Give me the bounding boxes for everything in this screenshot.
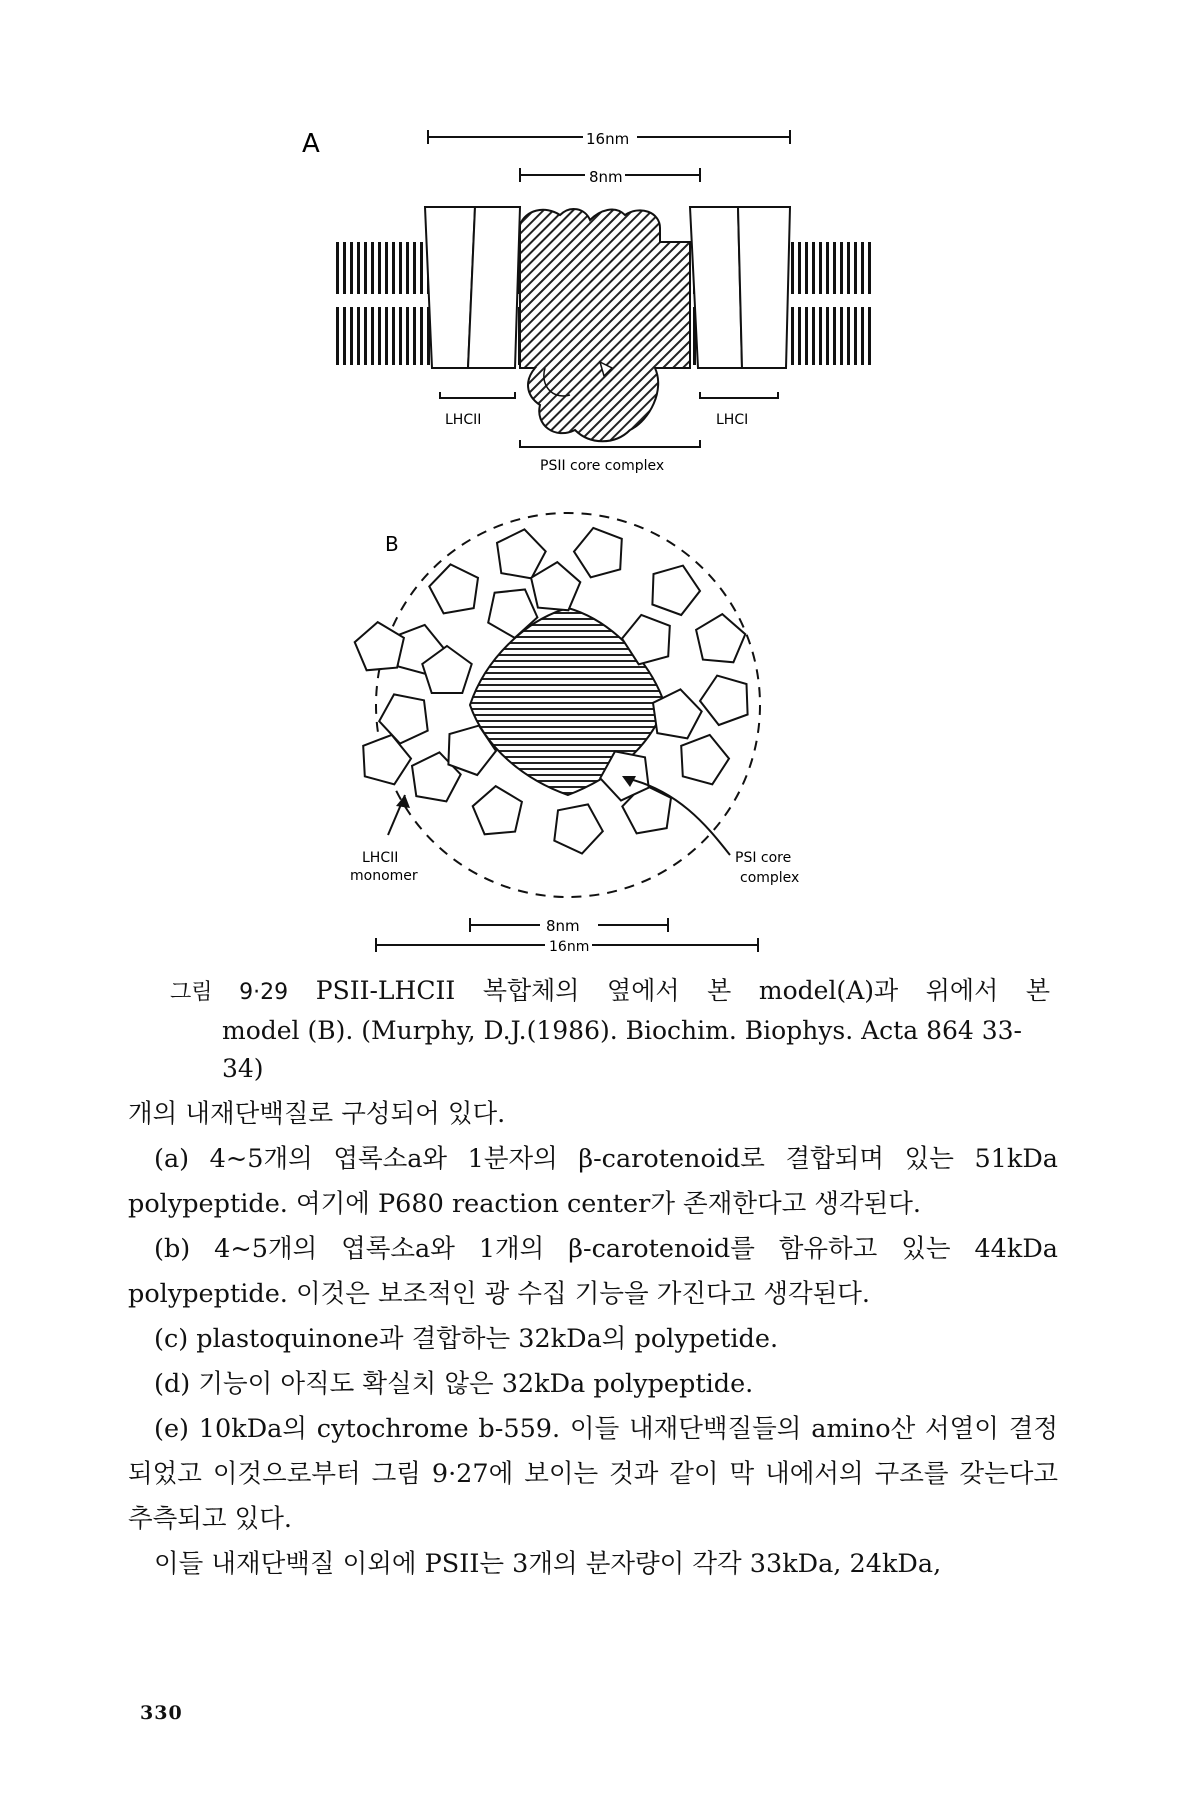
- body-text: [128, 1092, 1058, 1587]
- psii-core-complex: [520, 209, 690, 441]
- item-b: (b) 4~5개의 엽록소a와 1개의 β-carotenoid를 함유하고 있는 44kDa polypeptide. 이것은 보조적인 광 수집 기능을 가진다고 생각된다.: [128, 1234, 1058, 1309]
- item-d: (d) 기능이 아직도 확실치 않은 32kDa polypeptide.: [154, 1369, 754, 1399]
- label-lhcii-a: LHCII: [445, 412, 482, 428]
- lhcii-monomer-pentagon: [473, 786, 522, 834]
- panel-b-letter: B: [385, 532, 399, 556]
- label-lhcii-b: LHCII: [362, 850, 399, 866]
- item-e: (e) 10kDa의 cytochrome b-559. 이들 내재단백질들의 amino산 서열이 결정되었고 이것으로부터 그림 9·27에 보이는 것과 같이 막 내에서의 구조를 갖는다고 추측되고 있다.: [128, 1414, 1058, 1534]
- lhcii-monomer-pentagon: [681, 735, 729, 784]
- page-number: 330: [140, 1702, 183, 1724]
- paragraph-intro: 개의 내재단백질로 구성되어 있다.: [128, 1099, 506, 1129]
- item-c: (c) plastoquinone과 결합하는 32kDa의 polypetide.: [154, 1324, 779, 1354]
- scale-16nm-a: [428, 130, 790, 148]
- scale-16nm-b: [376, 938, 758, 955]
- lhcii-monomer-pentagon: [700, 676, 748, 725]
- lhcii-monomer-pentagon: [696, 614, 745, 662]
- lhcii-monomer-pentagon: [429, 564, 478, 613]
- caption-citation: model (B). (Murphy, D.J.(1986). Biochim. Biophys. Acta 864 33-34): [222, 1016, 1022, 1083]
- lhcii-monomer-pentagon: [652, 566, 700, 615]
- scale-8nm-b-label: 8nm: [546, 917, 580, 935]
- lhcii-monomer-pentagon: [554, 804, 603, 853]
- scale-8nm-a-label: 8nm: [589, 168, 623, 186]
- scale-8nm-a: [520, 168, 700, 186]
- caption-title: PSII-LHCII 복합체의 옆에서 본 model(A)과 위에서 본: [315, 976, 1050, 1005]
- lhcii-monomer-pentagon: [355, 622, 404, 670]
- figure-caption: [170, 972, 1050, 1088]
- lhcii-monomer-pentagon: [574, 528, 622, 577]
- scale-8nm-b: [470, 917, 668, 935]
- label-lhci-a: LHCI: [716, 412, 749, 428]
- label-complex-b: complex: [740, 870, 800, 886]
- paragraph-closing: 이들 내재단백질 이외에 PSII는 3개의 분자량이 각각 33kDa, 24kDa,: [154, 1549, 942, 1579]
- lhcii-block: [425, 207, 520, 368]
- lhcii-monomer-pentagon: [497, 529, 546, 578]
- label-monomer-b: monomer: [350, 868, 418, 884]
- item-a: (a) 4~5개의 엽록소a와 1분자의 β-carotenoid로 결합되며 있는 51kDa polypeptide. 여기에 P680 reaction center가 존재한다고 생각된다.: [128, 1144, 1058, 1219]
- label-psii-core: PSII core complex: [540, 458, 665, 474]
- scale-16nm-b-label: 16nm: [549, 939, 590, 955]
- scale-16nm-a-label: 16nm: [586, 130, 630, 148]
- panel-a-letter: A: [302, 129, 320, 159]
- caption-figure-number: 그림 9·29: [170, 980, 289, 1005]
- lhci-block: [690, 207, 790, 368]
- label-psi-core-b: PSI core: [735, 850, 792, 866]
- lhcii-monomer-pentagon: [531, 562, 580, 610]
